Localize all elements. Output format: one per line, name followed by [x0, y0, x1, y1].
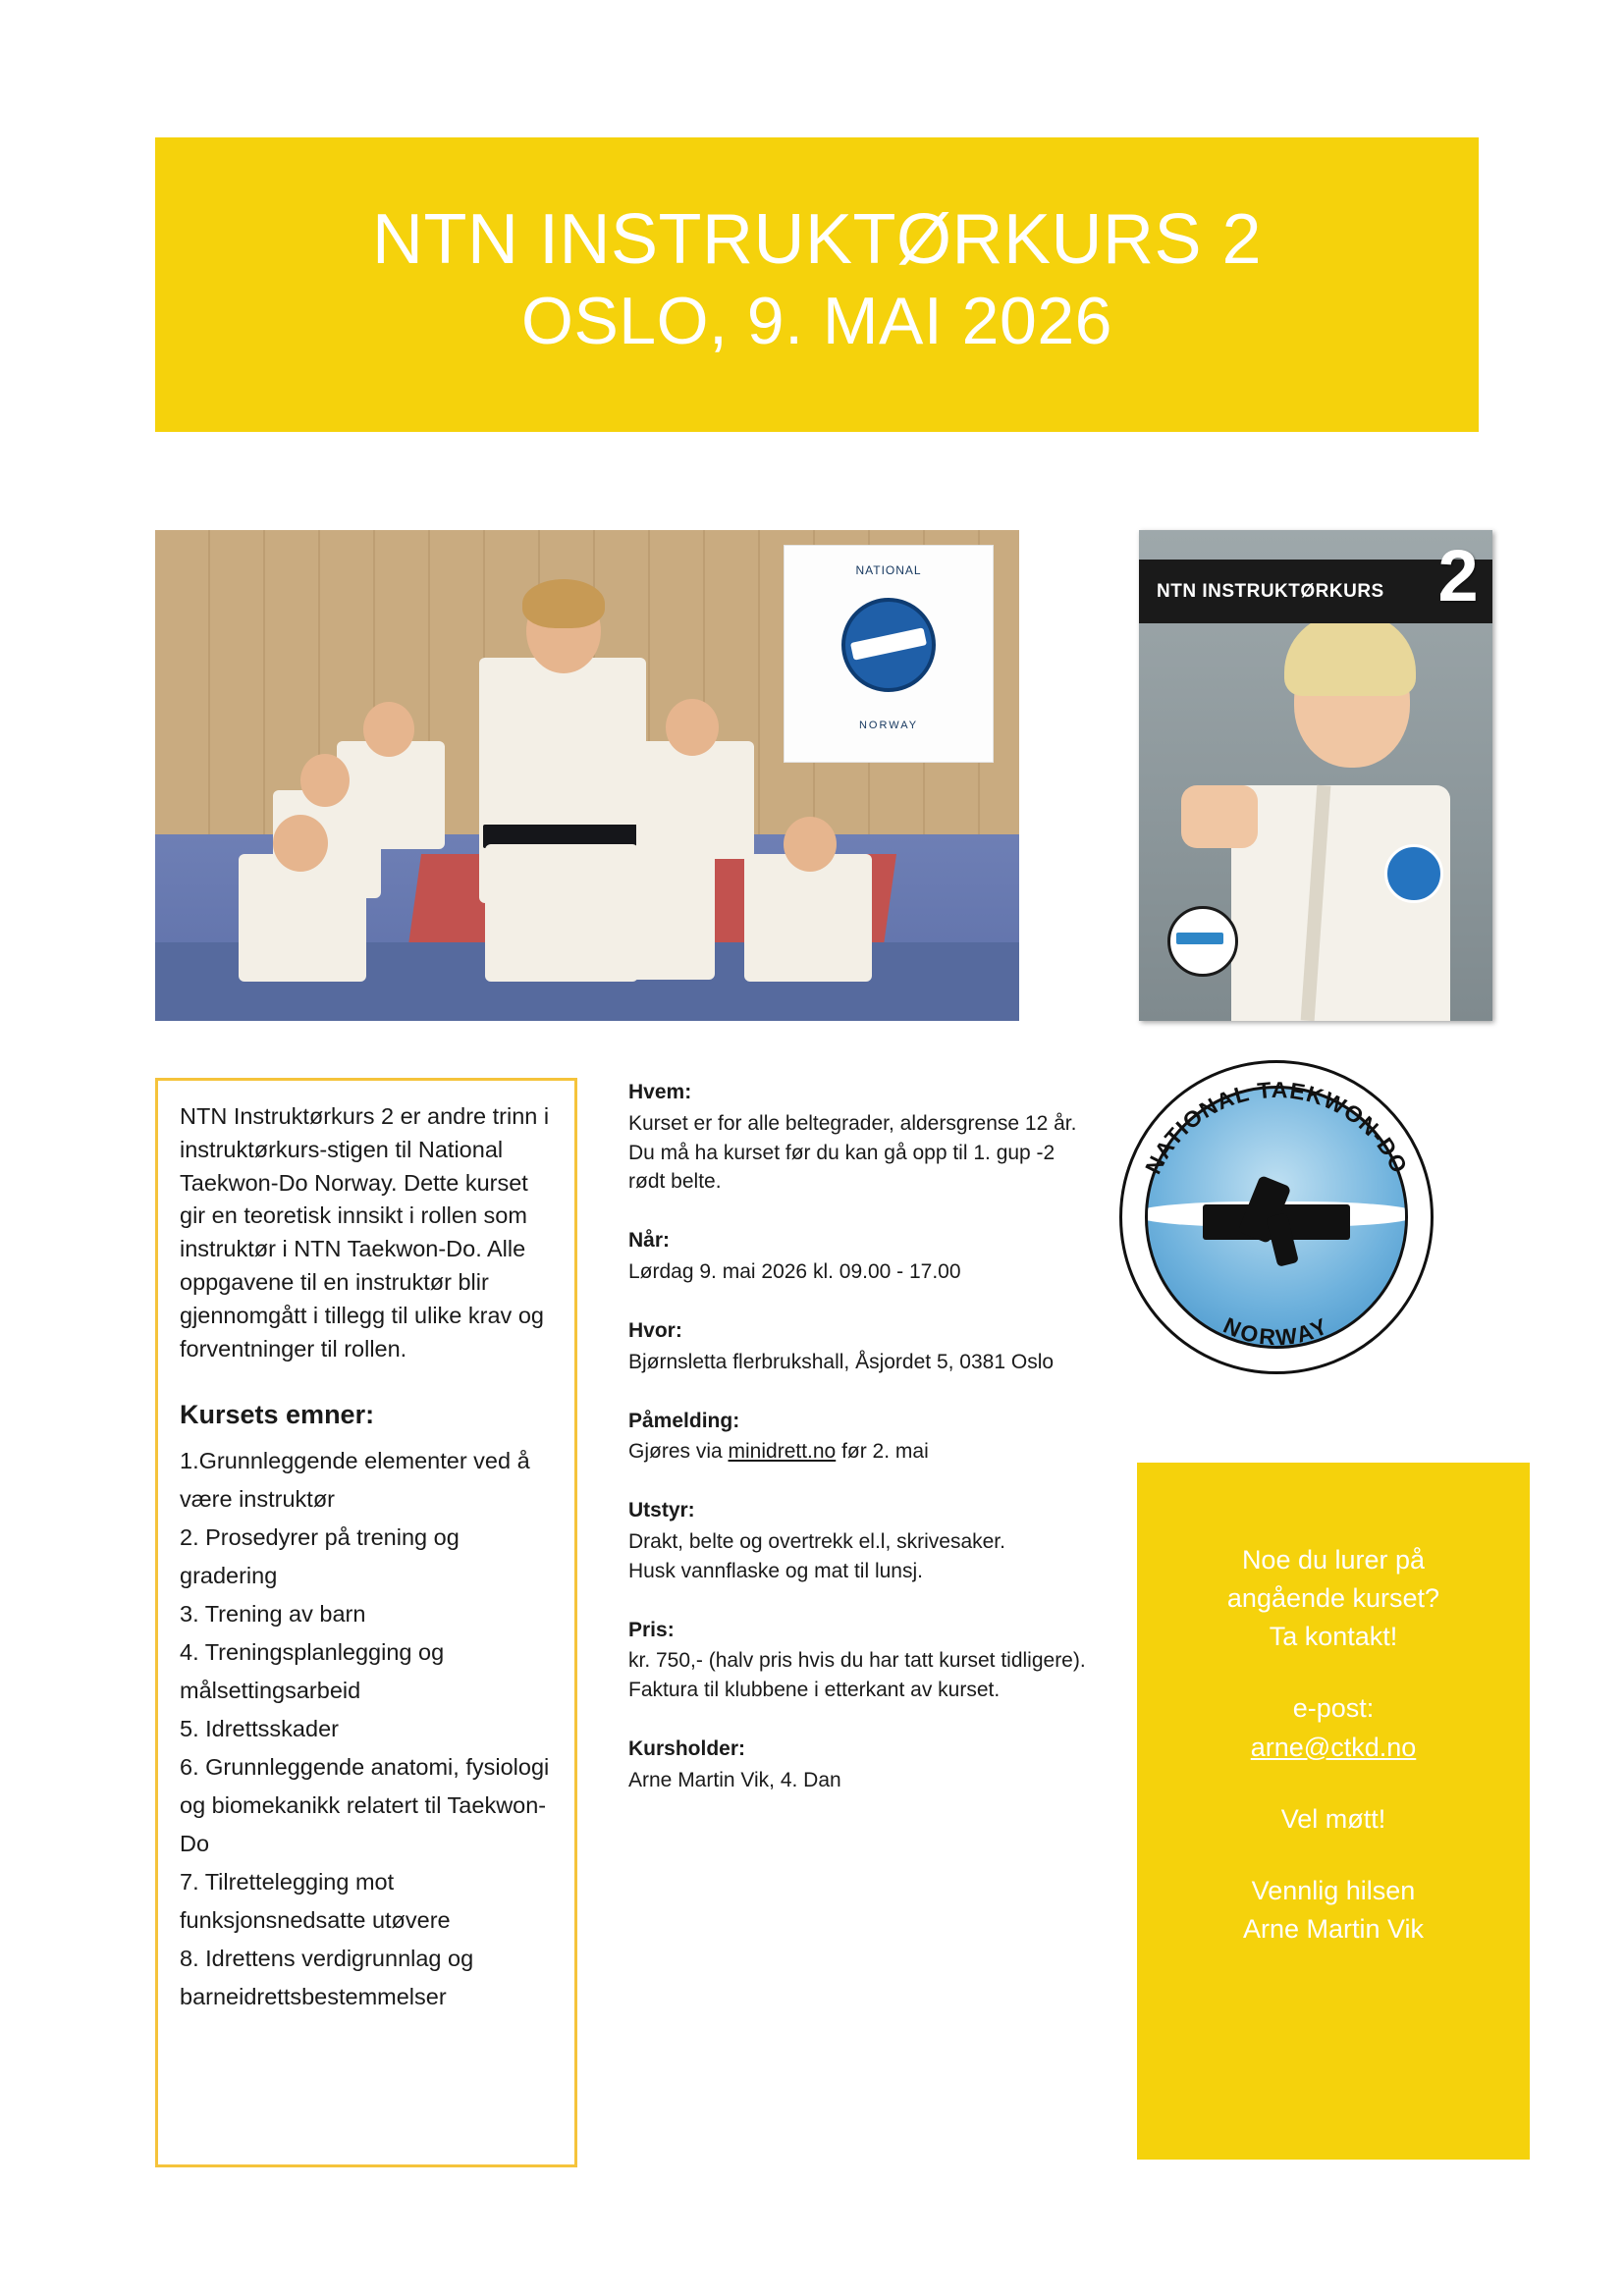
- info-block-kursholder: [628, 1735, 1090, 1795]
- contact-line-1: Noe du lurer på: [1241, 1545, 1426, 1575]
- spacer: [1157, 1656, 1510, 1689]
- photo-student-head: [666, 699, 719, 756]
- utstyr-value-2: Husk vannflaske og mat til lunsj.: [628, 1559, 923, 1582]
- list-item: 1.Grunnleggende elementer ved å være instruktør: [180, 1447, 530, 1512]
- photo-student-body: [636, 741, 754, 859]
- contact-line-4: Vel møtt!: [1280, 1803, 1386, 1834]
- logo-text-svg: [1119, 1060, 1434, 1374]
- banner-title-line1: NTN INSTRUKTØRKURS 2: [371, 200, 1263, 280]
- naar-value: Lørdag 9. mai 2026 kl. 09.00 - 17.00: [628, 1260, 961, 1284]
- list-item: 7. Tilrettelegging mot funksjonsnedsatte utøvere: [180, 1868, 451, 1933]
- email-label: e-post:: [1292, 1693, 1375, 1724]
- logo-top-text: NATIONAL TAEKWON-DO: [1140, 1076, 1413, 1178]
- list-item: 5. Idrettsskader: [180, 1715, 339, 1741]
- photo-banner-emblem: [841, 598, 936, 692]
- list-item: 8. Idrettens verdigrunnlag og barneidrettsbestemmelser: [180, 1945, 474, 2009]
- utstyr-value: Drakt, belte og overtrekk el.l, skrivesaker.: [628, 1529, 1005, 1553]
- email-link-wrapper: [1157, 1729, 1510, 1767]
- info-block-hvor: [628, 1316, 1090, 1377]
- photo-student-body: [239, 854, 366, 982]
- email-link[interactable]: arne@ctkd.no: [1250, 1732, 1417, 1762]
- topics-heading: Kursets emner:: [180, 1399, 375, 1429]
- poster-child-fist: [1181, 785, 1258, 848]
- pris-value: kr. 750,- (halv pris hvis du har tatt kurset tidligere). Faktura til klubbene i etterkant av kurset.: [628, 1649, 1086, 1702]
- poster-level-number: 2: [1437, 535, 1479, 616]
- photo-student-head: [784, 817, 837, 872]
- poster-sleeve-patch: [1384, 844, 1443, 903]
- list-item: 4. Treningsplanlegging og målsettingsarbeid: [180, 1638, 445, 1703]
- info-block-pris: [628, 1616, 1090, 1705]
- contact-line-5: Vennlig hilsen: [1251, 1875, 1416, 1905]
- pamelding-prefix: Gjøres via: [628, 1440, 729, 1464]
- svg-text:NATIONAL TAEKWON-DO: [1140, 1077, 1413, 1178]
- hvor-value: Bjørnsletta flerbrukshall, Åsjordet 5, 0381 Oslo: [628, 1350, 1055, 1373]
- kursholder-label: Kursholder:: [628, 1737, 746, 1760]
- banner-title-line2: OSLO, 9. MAI 2026: [521, 284, 1112, 359]
- training-photo: [155, 530, 1019, 1021]
- pamelding-value: [628, 1437, 1090, 1467]
- photo-student-body: [744, 854, 872, 982]
- photo-student-head: [300, 754, 350, 807]
- photo-club-banner: [784, 545, 993, 763]
- photo-banner-top-text: NATIONAL: [855, 562, 922, 577]
- course-info-column: [628, 1078, 1090, 1825]
- kursholder-value: Arne Martin Vik, 4. Dan: [628, 1768, 841, 1791]
- spacer: [1157, 1839, 1510, 1872]
- svg-text:NORWAY: [1219, 1312, 1333, 1351]
- course-poster-image: [1139, 530, 1492, 1021]
- pamelding-label: Påmelding:: [628, 1409, 740, 1432]
- header-banner: [155, 137, 1479, 432]
- poster-ntn-logo: [1167, 906, 1238, 977]
- list-item: 6. Grunnleggende anatomi, fysiologi og biomekanikk relatert til Taekwon-Do: [180, 1753, 550, 1856]
- topics-list: [180, 1442, 553, 2016]
- info-block-pamelding: [628, 1407, 1090, 1468]
- photo-student-body: [577, 854, 715, 980]
- hvem-label: Hvem:: [628, 1081, 692, 1103]
- pris-label: Pris:: [628, 1618, 675, 1641]
- naar-label: Når:: [628, 1229, 671, 1253]
- logo-bottom-text: NORWAY: [1219, 1311, 1333, 1351]
- poster-title-text: NTN INSTRUKTØRKURS: [1157, 580, 1384, 602]
- contact-line-6: Arne Martin Vik: [1242, 1913, 1425, 1944]
- info-block-hvem: [628, 1078, 1090, 1197]
- photo-student-head: [273, 815, 328, 872]
- list-item: 2. Prosedyrer på trening og gradering: [180, 1523, 460, 1588]
- contact-box: [1137, 1463, 1530, 2160]
- utstyr-label: Utstyr:: [628, 1499, 695, 1522]
- ntn-logo: [1119, 1060, 1434, 1374]
- list-item: 3. Trening av barn: [180, 1600, 366, 1627]
- photo-student-head: [363, 702, 414, 757]
- hvor-label: Hvor:: [628, 1318, 682, 1342]
- spacer: [1157, 1767, 1510, 1800]
- contact-line-3: Ta kontakt!: [1269, 1622, 1398, 1652]
- intro-paragraph: NTN Instruktørkurs 2 er andre trinn i instruktørkurs-stigen til National Taekwon-Do Norway. Dette kurset gir en teoretisk innsikt i rollen som instruktør i NTN Taekwon-Do. Alle oppgavene til en instruktør blir gjennomgått i tillegg til ulike krav og forventninger til rollen.: [180, 1103, 550, 1362]
- poster-child-body: [1231, 785, 1450, 1021]
- intro-box: [155, 1078, 577, 2167]
- minidrett-link[interactable]: minidrett.no: [728, 1440, 837, 1464]
- contact-line-2: angående kurset?: [1226, 1583, 1440, 1614]
- info-block-naar: [628, 1226, 1090, 1287]
- photo-banner-bottom-text: NORWAY: [858, 720, 919, 732]
- photo-instructor-hair: [522, 579, 605, 628]
- pamelding-suffix: før 2. mai: [836, 1440, 929, 1464]
- info-block-utstyr: [628, 1496, 1090, 1585]
- hvem-value: Kurset er for alle beltegrader, aldersgrense 12 år. Du må ha kurset før du kan gå opp til 1. gup -2 rødt belte.: [628, 1111, 1077, 1194]
